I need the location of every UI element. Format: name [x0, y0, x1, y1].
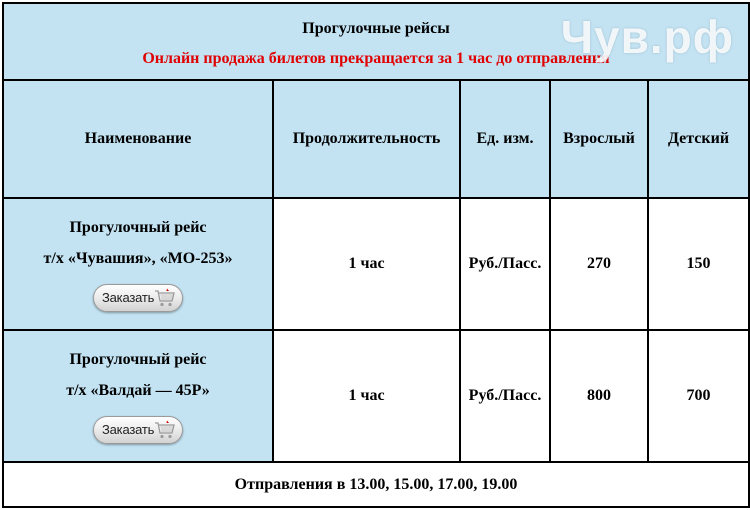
route-name-cell [3, 198, 273, 330]
shopping-cart-icon [154, 288, 176, 308]
child-price-cell: 700 [648, 330, 749, 462]
column-header-child: Детский [648, 80, 749, 198]
route-vessels: т/х «Валдай — 45Р» [66, 381, 210, 399]
column-header-unit: Ед. изм. [460, 80, 550, 198]
order-button[interactable] [93, 284, 183, 312]
order-button[interactable] [93, 416, 183, 444]
duration-cell: 1 час [273, 198, 460, 330]
child-price-cell: 150 [648, 198, 749, 330]
table-row [3, 198, 749, 330]
tickets-table [2, 2, 750, 508]
route-title: Прогулочный рейс [69, 218, 207, 236]
unit-cell: Руб./Пасс. [460, 330, 550, 462]
adult-price-cell: 270 [550, 198, 648, 330]
route-title: Прогулочный рейс [69, 350, 207, 368]
order-button-label: Заказать [102, 289, 155, 305]
site-watermark: Чув.рф [560, 11, 735, 63]
order-button-label: Заказать [102, 421, 155, 437]
column-header-adult: Взрослый [550, 80, 648, 198]
unit-cell: Руб./Пасс. [460, 198, 550, 330]
column-header-duration: Продолжительность [273, 80, 460, 198]
route-vessels: т/х «Чувашия», «МО-253» [43, 249, 233, 267]
shopping-cart-icon [154, 420, 176, 440]
table-title-cell [3, 3, 749, 80]
duration-cell: 1 час [273, 330, 460, 462]
page-title: Прогулочные рейсы [302, 19, 450, 37]
sales-notice: Онлайн продажа билетов прекращается за 1 час до отправления [142, 49, 610, 67]
column-header-name: Наименование [3, 80, 273, 198]
departures-footer: Отправления в 13.00, 15.00, 17.00, 19.00 [3, 462, 749, 507]
table-row [3, 330, 749, 462]
route-name-cell [3, 330, 273, 462]
adult-price-cell: 800 [550, 330, 648, 462]
